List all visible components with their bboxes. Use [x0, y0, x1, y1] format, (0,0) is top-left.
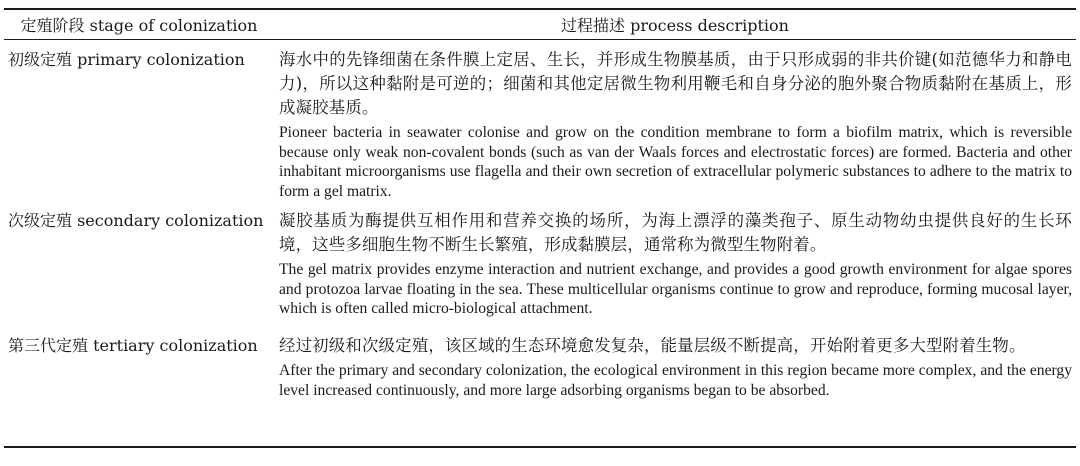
stage-cell: 初级定殖 primary colonization [8, 50, 245, 69]
description-zh: 经过初级和次级定殖，该区域的生态环境愈发复杂，能量层级不断提高，开始附着更多大型附着生物。 [279, 336, 1026, 355]
description-en: Pioneer bacteria in seawater colonise and grow on the condition membrane to form a biofilm matrix, which is reversible because only weak non-covalent bonds (such as van der Waals forces and electrostatic forces) are formed. Bacteria and other inhabitant microorganisms use flagella and their own secretion of extracellular polymeric substances to adhere to the matrix to form a gel matrix. [279, 124, 1072, 200]
description-cell [279, 48, 1076, 201]
table-row-primary [4, 40, 1076, 203]
header-description: 过程描述 process description [561, 16, 789, 35]
table-row-secondary [4, 203, 1076, 330]
bottom-rule [4, 446, 1076, 448]
stage-cell: 第三代定殖 tertiary colonization [8, 336, 258, 355]
stage-cell: 次级定殖 secondary colonization [8, 211, 264, 230]
description-en: The gel matrix provides enzyme interaction and nutrient exchange, and provides a good growth environment for algae spores and protozoa larvae floating in the sea. These multicellular organisms continue to grow and reproduce, forming mucosal layer, which is often called micro-biological attachment. [279, 261, 1072, 317]
colonization-table [4, 8, 1076, 448]
table-row-tertiary [4, 330, 1076, 446]
description-en: After the primary and secondary colonization, the ecological environment in this region became more complex, and the energy level increased continuously, and more large adsorbing organisms began to be absorbed. [279, 362, 1072, 399]
description-zh: 凝胶基质为酶提供互相作用和营养交换的场所，为海上漂浮的藻类孢子、原生动物幼虫提供良好的生长环境，这些多细胞生物不断生长繁殖，形成黏膜层，通常称为微型生物附着。 [279, 211, 1072, 254]
table-header [4, 10, 1076, 39]
description-cell [279, 209, 1076, 319]
header-stage: 定殖阶段 stage of colonization [20, 16, 258, 35]
description-cell [279, 334, 1076, 400]
description-zh: 海水中的先锋细菌在条件膜上定居、生长，并形成生物膜基质，由于只形成弱的非共价键(如范德华力和静电力)，所以这种黏附是可逆的；细菌和其他定居微生物利用鞭毛和自身分泌的胞外聚合物质黏附在基质上，形成凝胶基质。 [279, 50, 1072, 117]
